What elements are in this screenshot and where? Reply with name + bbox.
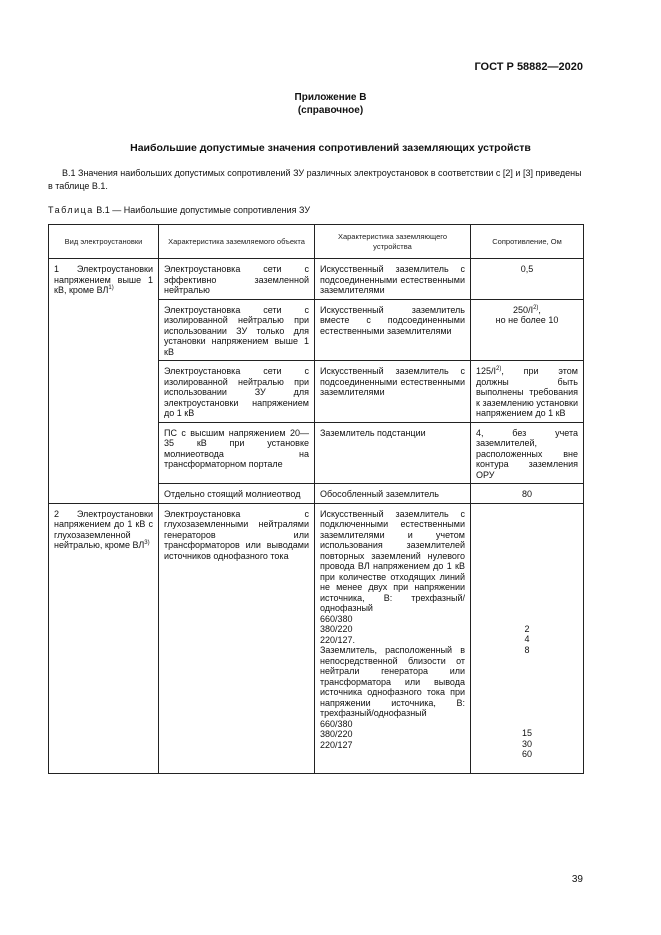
device-cell: Искусственный заземлитель вместе с подсоединенными естественными заземлителями [315, 299, 471, 361]
group1-type-cell [49, 259, 159, 504]
group2-type-cell [49, 503, 159, 773]
resistance-cell [471, 503, 584, 773]
resistance-value: 15 [521, 728, 532, 738]
table-row [49, 503, 584, 773]
device-cell: Искусственный заземлитель с подсоединенными естественными заземлителями [315, 361, 471, 423]
resistance-value: 30 [521, 738, 532, 749]
annex-title-block [0, 91, 661, 117]
device-cell: Заземлитель подстанции [315, 422, 471, 484]
device-cell: Обособленный заземлитель [315, 484, 471, 504]
voltage-line: 380/220 [320, 624, 353, 634]
resistance-cell: 80 [471, 484, 584, 504]
group2-footnote: 3) [144, 540, 150, 546]
device-text-part2: Заземлитель, расположенный в непосредственной близости от нейтрали генератора или трансформатора или вывода источника однофазного тока при напряжении источника, В: трехфазный/однофазный [320, 645, 465, 718]
voltage-line: 660/380 [320, 718, 353, 729]
section-heading: Наибольшие допустимые значения сопротивлений заземляющих устройств [130, 142, 531, 154]
page-number: 39 [571, 874, 583, 885]
resistance-value: 4 [524, 634, 530, 644]
object-cell: Электроустановка сети с эффективно заземленной нейтралью [159, 259, 315, 300]
resistance-footnote: 2) [533, 304, 539, 311]
intro-paragraph: В.1 Значения наибольших допустимых сопротивлений ЗУ различных электроустановок в соответствии с [2] и [3] приведены в таблице В.1. [48, 168, 582, 191]
object-cell: Электроустановка с глухозаземленными нейтралями генераторов или трансформаторов или выводами источников однофазного тока [159, 503, 315, 773]
resistance-table [48, 224, 584, 774]
device-cell: Искусственный заземлитель с подсоединенными естественными заземлителями [315, 259, 471, 300]
voltage-line: 660/380 [320, 613, 353, 624]
table-header-row [49, 225, 584, 259]
object-cell: Отдельно стоящий молниеотвод [159, 484, 315, 504]
annex-subtitle: (справочное) [297, 105, 364, 116]
resistance-limit: но не более 10 [495, 315, 559, 325]
voltage-line: 380/220 [320, 729, 353, 739]
resistance-value: 2 [524, 623, 530, 634]
resistance-formula: 125/I [476, 366, 497, 376]
object-cell: Электроустановка сети с изолированной нейтралью при использовании ЗУ только для установки напряжением выше 1 кВ [159, 299, 315, 361]
resistance-cell [471, 361, 584, 423]
object-cell: Электроустановка сети с изолированной нейтралью при использовании ЗУ для электроустановки напряжением до 1 кВ [159, 361, 315, 423]
resistance-formula: 250/I [513, 304, 534, 315]
resistance-cell: 4, без учета заземлителей, расположенных вне контура заземления ОРУ [471, 422, 584, 484]
document-code: ГОСТ Р 58882—2020 [474, 61, 583, 73]
device-text-part1: Искусственный заземлитель с подключенными естественными заземлителями и учетом использования заземлителей повторных заземлений нулевого провода ВЛ напряжением до 1 кВ при количестве отходящих линий не менее двух при напряжении источника, В: трехфазный/однофазный [320, 508, 465, 613]
device-cell [315, 503, 471, 773]
resistance-note: , при этом должны быть выполнены требования к заземлению установки напряжением до 1 кВ [476, 366, 578, 418]
resistance-cell: 0,5 [471, 259, 584, 300]
table-row [49, 259, 584, 300]
header-resistance: Сопротивление, Ом [471, 225, 584, 259]
object-cell: ПС с высшим напряжением 20—35 кВ при установке молниеотвода на трансформаторном портале [159, 422, 315, 484]
resistance-cell [471, 299, 584, 361]
voltage-line: 220/127 [320, 739, 353, 750]
resistance-value: 60 [521, 749, 532, 759]
resistance-comma: , [538, 304, 541, 315]
table-caption-label: Таблица [48, 205, 94, 215]
table-caption [48, 205, 310, 215]
voltage-line: 220/127. [320, 634, 356, 645]
resistance-value: 8 [524, 644, 530, 655]
group2-type: 2 Электроустановки напряжением до 1 кВ с глухозаземленной нейтралью, кроме ВЛ [54, 508, 153, 550]
header-device-characteristic: Характеристика заземляющего устройства [315, 225, 471, 259]
header-installation-type: Вид электроустановки [49, 225, 159, 259]
table-caption-text: В.1 — Наибольшие допустимые сопротивления ЗУ [93, 205, 311, 215]
group1-footnote: 1) [108, 285, 114, 291]
resistance-footnote: 2) [496, 366, 502, 372]
group1-type: 1 Электроустановки напряжением выше 1 кВ, кроме ВЛ [54, 264, 153, 295]
annex-title: Приложение В [294, 92, 367, 103]
header-object-characteristic: Характеристика заземляемого объекта [159, 225, 315, 259]
